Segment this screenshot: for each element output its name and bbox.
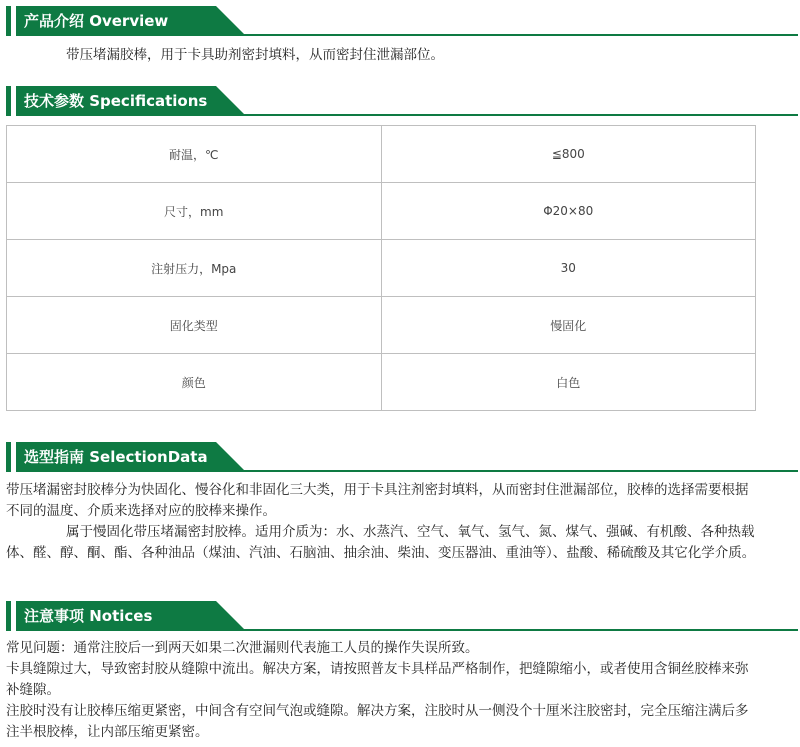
notices-title: 注意事项 Notices bbox=[24, 607, 153, 625]
overview-text: 带压堵漏胶棒，用于卡具助剂密封填料，从而密封住泄漏部位。 bbox=[66, 47, 444, 63]
spec-label: 耐温，℃ bbox=[7, 126, 382, 183]
spec-value: 白色 bbox=[381, 354, 756, 411]
spec-value: 30 bbox=[381, 240, 756, 297]
table-row bbox=[7, 354, 756, 411]
notices-header bbox=[6, 601, 798, 631]
spec-label: 注射压力，Mpa bbox=[7, 240, 382, 297]
spec-value: ≦800 bbox=[381, 126, 756, 183]
specifications-title: 技术参数 Specifications bbox=[24, 92, 208, 110]
overview-title: 产品介绍 Overview bbox=[24, 12, 169, 30]
header-accent-bar bbox=[6, 442, 11, 472]
spec-value: 慢固化 bbox=[381, 297, 756, 354]
spec-label: 固化类型 bbox=[7, 297, 382, 354]
spec-label: 颜色 bbox=[7, 354, 382, 411]
table-row bbox=[7, 297, 756, 354]
header-accent-bar bbox=[6, 6, 11, 36]
table-row bbox=[7, 240, 756, 297]
specifications-header bbox=[6, 86, 798, 116]
selection-title: 选型指南 SelectionData bbox=[24, 448, 208, 466]
notice-line-3: 注胶时没有让胶棒压缩更紧密，中间含有空间气泡或缝隙。解决方案，注胶时从一侧没个十厘米注胶密封，完全压缩注满后多注半根胶棒，让内部压缩更紧密。 bbox=[6, 703, 749, 740]
table-row bbox=[7, 183, 756, 240]
overview-header bbox=[6, 6, 798, 36]
table-row bbox=[7, 126, 756, 183]
selection-paragraph-2: 属于慢固化带压堵漏密封胶棒。适用介质为：水、水蒸汽、空气、氧气、氢气、氮、煤气、强碱、有机酸、各种热载体、醛、醇、酮、酯、各种油品（煤油、汽油、石脑油、抽余油、柴油、变压器油、重油等）、盐酸、稀硫酸及其它化学介质。 bbox=[6, 524, 756, 561]
selection-paragraph-1: 带压堵漏密封胶棒分为快固化、慢谷化和非固化三大类，用于卡具注剂密封填料，从而密封住泄漏部位，胶棒的选择需要根据不同的温度、介质来选择对应的胶棒来操作。 bbox=[6, 482, 749, 519]
spec-value: Φ20×80 bbox=[381, 183, 756, 240]
header-accent-bar bbox=[6, 601, 11, 631]
notice-line-1: 常见问题：通常注胶后一到两天如果二次泄漏则代表施工人员的操作失误所致。 bbox=[6, 640, 479, 656]
notice-line-2: 卡具缝隙过大，导致密封胶从缝隙中流出。解决方案，请按照普友卡具样品严格制作，把缝隙缩小，或者使用含铜丝胶棒来弥补缝隙。 bbox=[6, 661, 749, 698]
header-accent-bar bbox=[6, 86, 11, 116]
selection-header bbox=[6, 442, 798, 472]
spec-table bbox=[6, 125, 756, 411]
spec-label: 尺寸，mm bbox=[7, 183, 382, 240]
